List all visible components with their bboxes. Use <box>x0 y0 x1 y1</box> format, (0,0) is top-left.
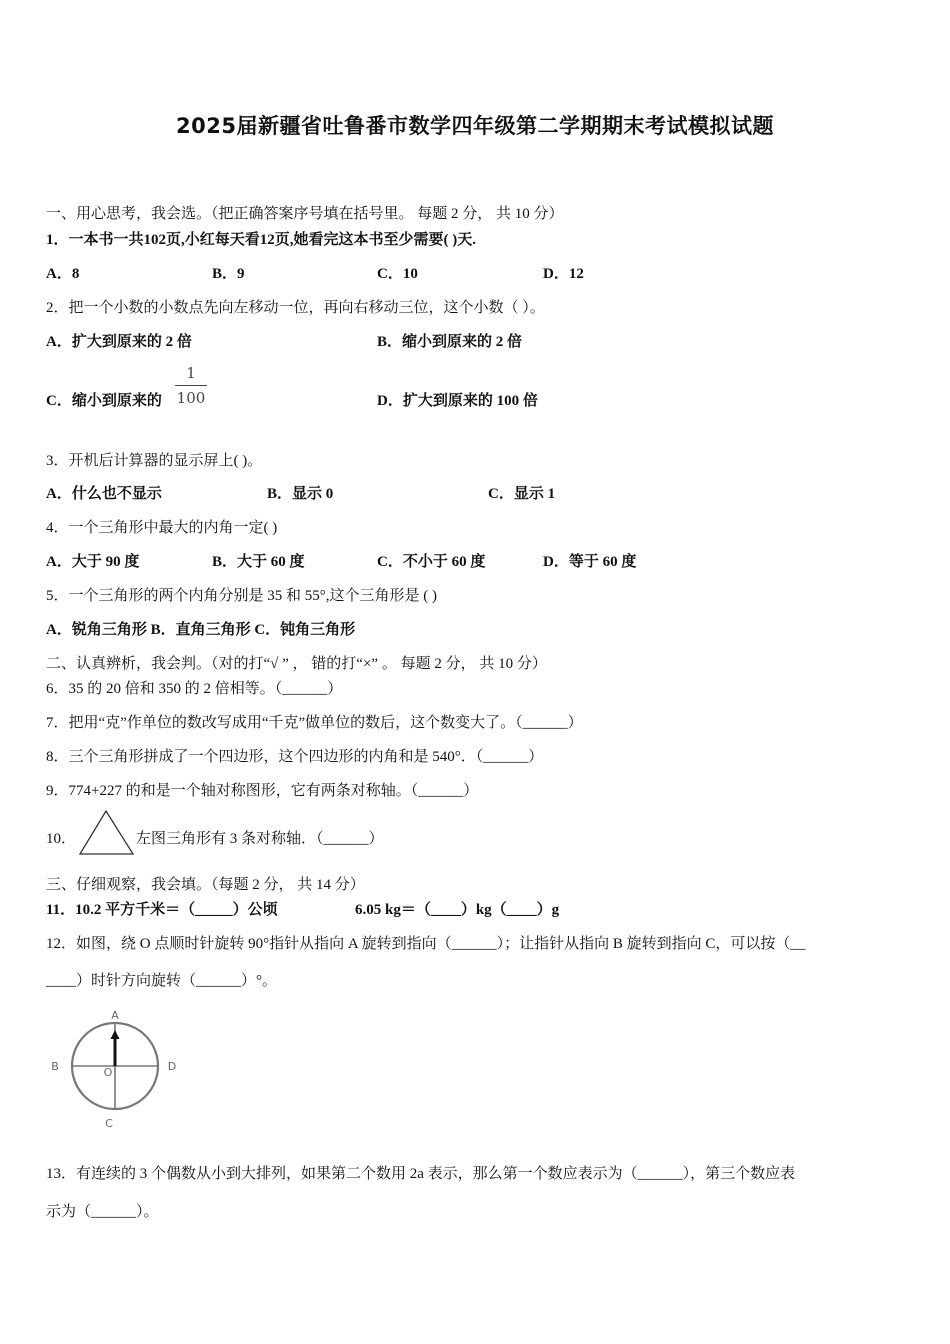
question-13-line-2: 示为（______）。 <box>46 1204 159 1220</box>
q2-option-a[interactable]: A．扩大到原来的 2 倍 <box>46 334 192 350</box>
question-5: 5．一个三角形的两个内角分别是 35 和 55°,这个三角形是 ( ) <box>46 588 437 604</box>
question-10-number: 10． <box>46 831 77 847</box>
q1-option-c[interactable]: C．10 <box>377 266 418 282</box>
q4-option-d[interactable]: D．等于 60 度 <box>543 554 637 570</box>
q3-option-b[interactable]: B．显示 0 <box>267 486 334 502</box>
question-7: 7．把用“克”作单位的数改写成用“千克”做单位的数后，这个数变大了。（______） <box>46 715 583 731</box>
q4-option-a[interactable]: A．大于 90 度 <box>46 554 140 570</box>
q1-option-a[interactable]: A．8 <box>46 266 80 282</box>
q2-option-c[interactable]: C．缩小到原来的 <box>46 393 162 409</box>
page-title: 2025届新疆省吐鲁番市数学四年级第二学期期末考试模拟试题 <box>176 114 774 138</box>
question-2: 2．把一个小数的小数点先向左移动一位，再向右移动三位，这个小数（ ）。 <box>46 300 545 316</box>
q1-option-d[interactable]: D．12 <box>543 266 584 282</box>
clock-diagram <box>46 1006 186 1136</box>
triangle-figure <box>78 808 136 858</box>
fraction-bar <box>175 385 207 386</box>
question-6: 6．35 的 20 倍和 350 的 2 倍相等。（______） <box>46 681 343 697</box>
q1-option-b[interactable]: B．9 <box>212 266 245 282</box>
section-1-header: 一、用心思考，我会选。（把正确答案序号填在括号里。 每题 2 分， 共 10 分） <box>46 206 564 222</box>
fraction-denominator: 100 <box>176 389 206 407</box>
question-12-line-2: ____）时针方向旋转（______）°。 <box>46 973 277 989</box>
q2-option-b[interactable]: B．缩小到原来的 2 倍 <box>377 334 523 350</box>
question-10-text: 左图三角形有 3 条对称轴．（______） <box>136 831 384 847</box>
question-9: 9．774+227 的和是一个轴对称图形，它有两条对称轴。（______） <box>46 783 479 799</box>
section-3-header: 三、仔细观察，我会填。（每题 2 分， 共 14 分） <box>46 877 365 893</box>
label-a: A <box>111 1009 119 1022</box>
question-11-part-1: 11．10.2 平方千米＝（_____）公顷 <box>46 902 278 918</box>
section-2-header: 二、认真辨析，我会判。（对的打“√ ” ， 错的打“×” 。 每题 2 分， 共 10 分） <box>46 656 547 672</box>
label-c: C <box>105 1117 113 1130</box>
q3-option-a[interactable]: A．什么也不显示 <box>46 486 162 502</box>
question-8: 8．三个三角形拼成了一个四边形，这个四边形的内角和是 540°．（______） <box>46 749 544 765</box>
question-12-line-1: 12．如图，绕 O 点顺时针旋转 90°指针从指向 A 旋转到指向（______）；让指针从指向 B 旋转到指向 C，可以按（__ <box>46 936 806 952</box>
fraction-numerator: 1 <box>186 364 196 382</box>
question-3: 3．开机后计算器的显示屏上( )。 <box>46 453 263 469</box>
pointer-arrowhead <box>111 1030 120 1039</box>
q3-option-c[interactable]: C．显示 1 <box>488 486 556 502</box>
q5-options[interactable]: A．锐角三角形 B．直角三角形 C．钝角三角形 <box>46 622 356 638</box>
label-o: O <box>103 1066 113 1079</box>
label-b: B <box>51 1060 59 1073</box>
question-11-part-2: 6.05 kg＝（____）kg（____）g <box>355 902 560 918</box>
question-1: 1．一本书一共102页,小红每天看12页,她看完这本书至少需要( )天. <box>46 232 476 248</box>
q2-option-d[interactable]: D．扩大到原来的 100 倍 <box>377 393 538 409</box>
question-13-line-1: 13．有连续的 3 个偶数从小到大排列，如果第二个数用 2a 表示，那么第一个数应表示为（______），第三个数应表 <box>46 1166 796 1182</box>
question-4: 4．一个三角形中最大的内角一定( ) <box>46 520 278 536</box>
label-d: D <box>167 1060 177 1073</box>
q4-option-c[interactable]: C．不小于 60 度 <box>377 554 486 570</box>
q4-option-b[interactable]: B．大于 60 度 <box>212 554 305 570</box>
